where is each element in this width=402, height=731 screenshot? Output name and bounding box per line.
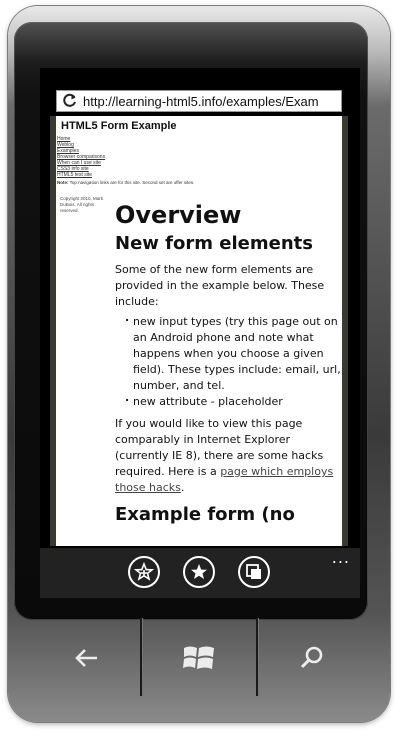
search-icon xyxy=(299,645,325,671)
nav-link-home[interactable]: Home xyxy=(57,136,71,142)
page-heading: Overview xyxy=(115,201,242,229)
section-heading: New form elements xyxy=(115,233,313,254)
nav-link-when-can-i-use[interactable]: When can I use site xyxy=(57,160,101,166)
ie-text-end: . xyxy=(180,481,185,494)
nav-note xyxy=(57,180,194,185)
nav-link-examples[interactable]: Examples xyxy=(57,148,79,154)
note-text: Top navigation links are for this site. Second set are offer sites. xyxy=(69,180,195,185)
address-bar[interactable] xyxy=(56,90,342,112)
ie-text: If you would like to view this page comparably in Internet Explorer (currently IE 8), there are some hacks required. Here is a xyxy=(115,417,324,478)
star-icon xyxy=(189,562,209,582)
nav-link-browser-comparisons[interactable]: Browser comparisons xyxy=(57,154,106,160)
start-button[interactable] xyxy=(149,628,249,688)
more-options-icon[interactable]: ... xyxy=(331,548,350,567)
site-title: HTML5 Form Example xyxy=(61,120,177,132)
list-item: . new attribute - placeholder xyxy=(133,394,347,410)
hardware-divider xyxy=(256,618,258,696)
screen xyxy=(40,68,360,598)
hardware-divider xyxy=(140,618,142,696)
nav-link-weblog[interactable]: Weblog xyxy=(57,142,74,148)
form-heading: Example form (no xyxy=(115,504,295,525)
intro-paragraph: Some of the new form elements are provided in the example below. These include: xyxy=(115,263,325,308)
ie-paragraph xyxy=(115,416,347,496)
add-favorite-button[interactable] xyxy=(128,556,160,588)
main-content xyxy=(115,200,347,526)
tabs-icon xyxy=(244,562,264,582)
hacks-link[interactable]: page which employs those hacks xyxy=(115,465,334,494)
back-button[interactable] xyxy=(37,628,137,688)
web-page[interactable] xyxy=(50,116,348,546)
url-text[interactable]: http://learning-html5.info/examples/Exam xyxy=(83,93,319,109)
features-list xyxy=(115,314,347,410)
site-nav xyxy=(57,136,105,178)
favorites-button[interactable] xyxy=(183,556,215,588)
note-label: Note: xyxy=(57,180,69,185)
windows-logo-icon xyxy=(182,643,216,673)
app-bar xyxy=(40,548,360,598)
nav-link-html5-test[interactable]: HTML5 test site xyxy=(57,172,93,178)
copyright: Copyright 2010, Mark DuBois. All rights reserved. xyxy=(60,196,104,213)
search-button[interactable] xyxy=(262,628,362,688)
list-item: . new input types (try this page out on an Android phone and note what happens when you choose a given field). These types include: email, url, number, and tel. xyxy=(133,314,347,394)
refresh-icon[interactable] xyxy=(57,91,83,111)
tabs-button[interactable] xyxy=(238,556,270,588)
nav-link-css3-info[interactable]: CSS3 info site xyxy=(57,166,89,172)
back-arrow-icon xyxy=(74,647,100,669)
bezel-glare xyxy=(14,22,368,62)
add-favorite-icon xyxy=(134,562,154,582)
